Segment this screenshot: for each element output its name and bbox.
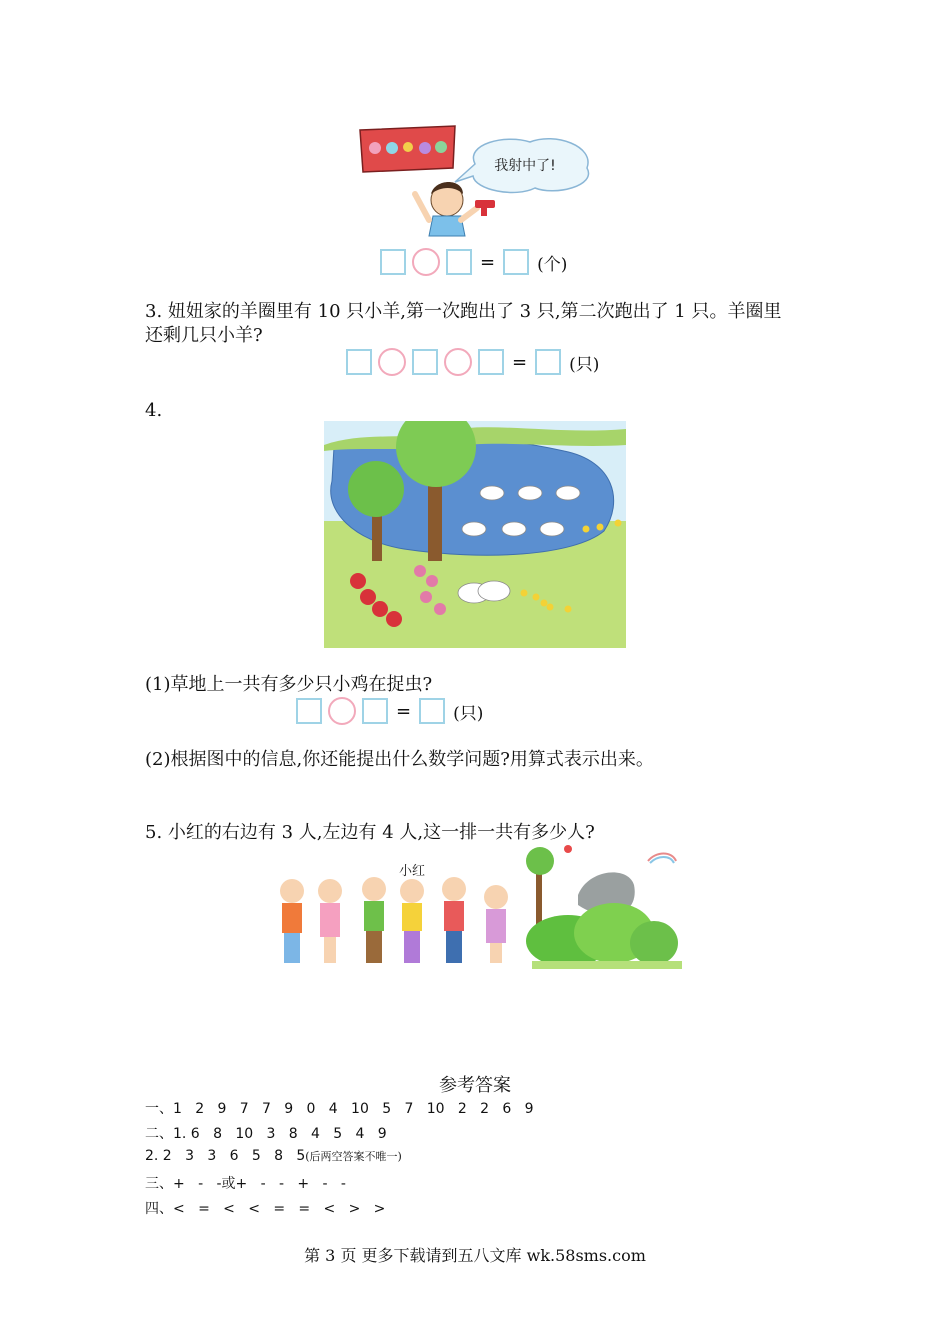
operator-circle[interactable] <box>412 248 440 276</box>
q4-equation <box>296 697 483 725</box>
page-footer: 第 3 页 更多下载请到五八文库 wk.58sms.com <box>304 1246 646 1265</box>
answer-box[interactable] <box>362 698 388 724</box>
speech-text: 我射中了! <box>494 158 556 174</box>
result-box[interactable] <box>503 249 529 275</box>
answer-box[interactable] <box>296 698 322 724</box>
q4-label: 4. <box>145 400 163 421</box>
answer-row-3-values: 2. 2 3 3 6 5 8 5 <box>145 1148 306 1164</box>
q5-text: 5. 小红的右边有 3 人,左边有 4 人,这一排一共有多少人? <box>145 822 595 843</box>
operator-circle[interactable] <box>378 348 406 376</box>
answer-box[interactable] <box>380 249 406 275</box>
q4-sub2-text: (2)根据图中的信息,你还能提出什么数学问题?用算式表示出来。 <box>145 749 654 770</box>
boy-figure <box>415 182 495 236</box>
answer-box[interactable] <box>478 349 504 375</box>
answer-row-3-note: (后两空答案不唯一) <box>305 1150 402 1163</box>
q3-text-line1: 3. 妞妞家的羊圈里有 10 只小羊,第一次跑出了 3 只,第二次跑出了 1 只。羊圈里 <box>145 301 782 322</box>
shooting-boy-illustration <box>355 124 595 244</box>
children <box>280 877 508 963</box>
q4-sub1-text: (1)草地上一共有多少只小鸡在捉虫? <box>145 674 433 695</box>
result-box[interactable] <box>535 349 561 375</box>
answers-title: 参考答案 <box>439 1075 511 1096</box>
q2-equation <box>380 248 567 276</box>
unit-label: (只) <box>453 703 484 724</box>
unit-label: (只) <box>569 354 600 375</box>
answer-box[interactable] <box>346 349 372 375</box>
garden-bushes <box>526 845 682 969</box>
equals-sign: = <box>480 251 496 273</box>
ducks <box>458 581 510 603</box>
answer-row-4: 三、+ - -或+ - - + - - <box>145 1176 346 1192</box>
children-row-illustration <box>268 845 682 977</box>
answer-box[interactable] <box>412 349 438 375</box>
pond-scene-illustration <box>324 421 626 648</box>
equals-sign: = <box>396 700 412 722</box>
answer-box[interactable] <box>446 249 472 275</box>
operator-circle[interactable] <box>328 697 356 725</box>
target-banner <box>360 126 455 172</box>
result-box[interactable] <box>419 698 445 724</box>
answer-row-2: 二、1. 6 8 10 3 8 4 5 4 9 <box>145 1126 387 1142</box>
q3-equation <box>346 348 599 376</box>
operator-circle[interactable] <box>444 348 472 376</box>
equals-sign: = <box>512 351 528 373</box>
unit-label: (个) <box>537 254 568 275</box>
answer-row-3 <box>145 1148 402 1164</box>
answer-row-5: 四、< = < < = = < > > <box>145 1201 386 1217</box>
xiaohong-label: 小红 <box>398 864 426 879</box>
q3-text-line2: 还剩几只小羊? <box>145 325 263 346</box>
answer-row-1: 一、1 2 9 7 7 9 0 4 10 5 7 10 2 2 6 9 <box>145 1101 534 1117</box>
